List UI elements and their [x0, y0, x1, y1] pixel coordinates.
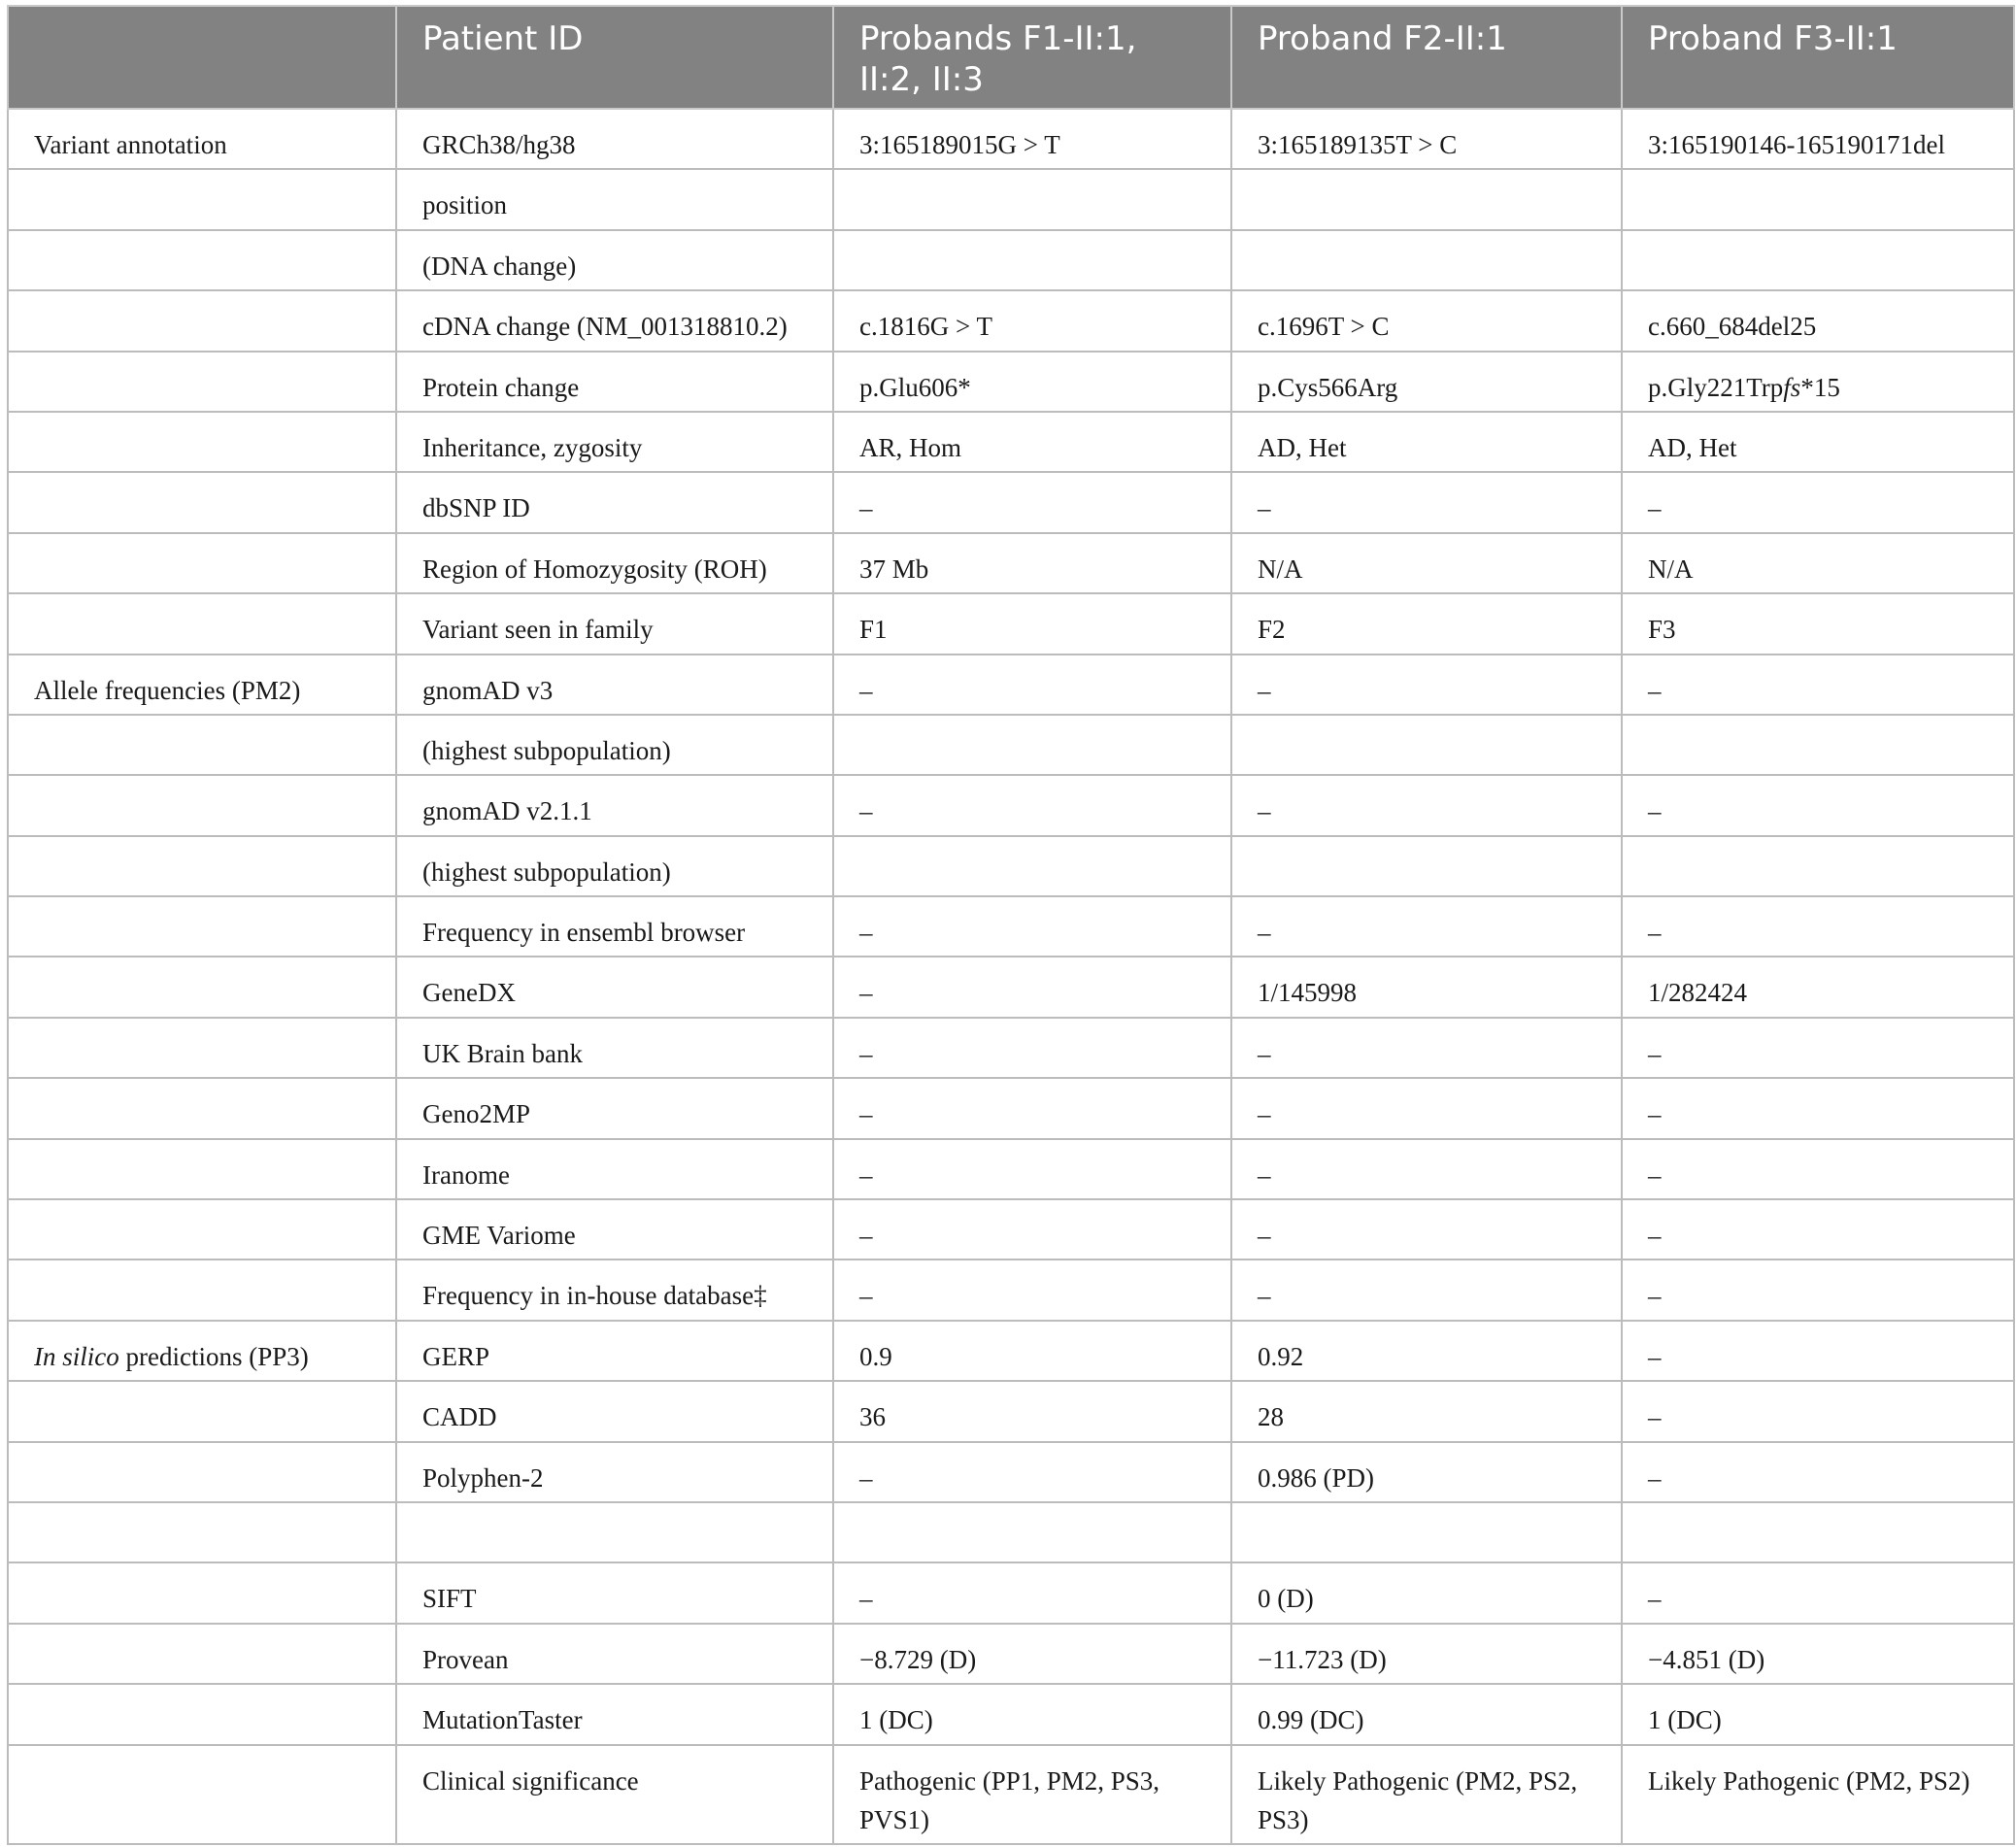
- f3-cell: –: [1622, 1018, 2014, 1078]
- f1-cell: –: [833, 1199, 1231, 1259]
- f2-cell: p.Cys566Arg: [1231, 352, 1622, 412]
- f1-cell: [833, 169, 1231, 229]
- table-row: [8, 290, 2014, 351]
- f1-cell: –: [833, 1078, 1231, 1138]
- label-cell: (highest subpopulation): [396, 715, 833, 775]
- label-cell: MutationTaster: [396, 1684, 833, 1744]
- f3-cell: –: [1622, 1139, 2014, 1199]
- f1-cell: p.Glu606*: [833, 352, 1231, 412]
- f2-cell: –: [1231, 775, 1622, 835]
- f3-cell: 1 (DC): [1622, 1684, 2014, 1744]
- table-body: [8, 109, 2014, 1844]
- f1-cell: 3:165189015G > T: [833, 109, 1231, 169]
- table-row: [8, 1259, 2014, 1320]
- f3-cell: –: [1622, 655, 2014, 715]
- section-cell: [8, 1502, 396, 1562]
- section-cell: [8, 1624, 396, 1684]
- f3-cell: [1622, 169, 2014, 229]
- table-row: [8, 715, 2014, 775]
- table-row: [8, 169, 2014, 229]
- section-cell: [8, 1381, 396, 1441]
- header-patient-id: Patient ID: [396, 6, 833, 109]
- section-cell: [8, 412, 396, 472]
- table-row: [8, 957, 2014, 1017]
- header-probands-f1-line2: II:2, II:3: [859, 60, 984, 99]
- f2-cell: c.1696T > C: [1231, 290, 1622, 351]
- label-cell: Provean: [396, 1624, 833, 1684]
- f2-significance-line2: PS3): [1258, 1804, 1309, 1834]
- section-cell: [8, 1078, 396, 1138]
- label-cell: UK Brain bank: [396, 1018, 833, 1078]
- table-row: [8, 593, 2014, 654]
- label-cell: (DNA change): [396, 230, 833, 290]
- f1-cell: c.1816G > T: [833, 290, 1231, 351]
- table-row: [8, 836, 2014, 896]
- section-cell: [8, 352, 396, 412]
- label-cell: Clinical significance: [396, 1745, 833, 1844]
- label-cell: gnomAD v3: [396, 655, 833, 715]
- section-cell: [8, 1321, 396, 1381]
- section-cell: [8, 1139, 396, 1199]
- section-cell: [8, 957, 396, 1017]
- section-cell: [8, 1684, 396, 1744]
- f3-cell: [1622, 352, 2014, 412]
- f2-cell: –: [1231, 896, 1622, 957]
- f3-cell: –: [1622, 1562, 2014, 1623]
- f3-cell: N/A: [1622, 533, 2014, 593]
- table-row: [8, 412, 2014, 472]
- f3-cell: –: [1622, 472, 2014, 532]
- label-cell: Inheritance, zygosity: [396, 412, 833, 472]
- f3-cell: 3:165190146-165190171del: [1622, 109, 2014, 169]
- f3-cell: –: [1622, 1381, 2014, 1441]
- label-cell: GRCh38/hg38: [396, 109, 833, 169]
- f2-cell: 28: [1231, 1381, 1622, 1441]
- f1-cell: 0.9: [833, 1321, 1231, 1381]
- section-cell: [8, 1442, 396, 1502]
- f3-cell: −4.851 (D): [1622, 1624, 2014, 1684]
- f2-cell: 0.986 (PD): [1231, 1442, 1622, 1502]
- f2-cell: –: [1231, 1078, 1622, 1138]
- label-cell: dbSNP ID: [396, 472, 833, 532]
- table-row: [8, 230, 2014, 290]
- f1-significance-line1: Pathogenic (PP1, PM2, PS3,: [859, 1765, 1160, 1796]
- f2-cell: –: [1231, 1199, 1622, 1259]
- f1-cell: [833, 1502, 1231, 1562]
- f3-protein-prefix: p.Gly221Trp: [1648, 372, 1784, 402]
- table-row: [8, 1442, 2014, 1502]
- table-row: [8, 1381, 2014, 1441]
- f1-cell: [833, 715, 1231, 775]
- f2-cell: 0.99 (DC): [1231, 1684, 1622, 1744]
- section-cell: [8, 533, 396, 593]
- section-predictions: predictions (PP3): [118, 1341, 309, 1371]
- f3-cell: –: [1622, 1442, 2014, 1502]
- f1-cell: 36: [833, 1381, 1231, 1441]
- table-row: [8, 1321, 2014, 1381]
- f1-cell: –: [833, 1562, 1231, 1623]
- f2-cell: –: [1231, 472, 1622, 532]
- section-cell: [8, 472, 396, 532]
- header-probands-f1: [833, 6, 1231, 109]
- table-row: [8, 1745, 2014, 1844]
- table-row: [8, 472, 2014, 532]
- f1-cell: [833, 1745, 1231, 1844]
- f1-cell: –: [833, 1259, 1231, 1320]
- section-cell: [8, 169, 396, 229]
- f2-cell: [1231, 169, 1622, 229]
- label-cell: position: [396, 169, 833, 229]
- label-cell: gnomAD v2.1.1: [396, 775, 833, 835]
- table-row: [8, 352, 2014, 412]
- f2-cell: [1231, 715, 1622, 775]
- f3-cell: –: [1622, 1078, 2014, 1138]
- label-cell: GERP: [396, 1321, 833, 1381]
- label-cell: Iranome: [396, 1139, 833, 1199]
- table-row: [8, 1199, 2014, 1259]
- f1-cell: [833, 836, 1231, 896]
- section-cell: Allele frequencies (PM2): [8, 655, 396, 715]
- table-header: [8, 6, 2014, 109]
- section-cell: [8, 1562, 396, 1623]
- label-cell: (highest subpopulation): [396, 836, 833, 896]
- label-cell: cDNA change (NM_001318810.2): [396, 290, 833, 351]
- f1-cell: –: [833, 775, 1231, 835]
- f2-cell: [1231, 1502, 1622, 1562]
- section-cell: Variant annotation: [8, 109, 396, 169]
- label-cell: Frequency in in-house database‡: [396, 1259, 833, 1320]
- table-row: [8, 1624, 2014, 1684]
- section-cell: [8, 1745, 396, 1844]
- header-proband-f3: Proband F3-II:1: [1622, 6, 2014, 109]
- f1-cell: –: [833, 1018, 1231, 1078]
- f1-cell: –: [833, 896, 1231, 957]
- f3-cell: –: [1622, 775, 2014, 835]
- section-cell: [8, 593, 396, 654]
- section-cell: [8, 896, 396, 957]
- table-row: [8, 533, 2014, 593]
- table-row: [8, 775, 2014, 835]
- f1-cell: –: [833, 1139, 1231, 1199]
- f2-cell: 0 (D): [1231, 1562, 1622, 1623]
- f2-cell: 1/145998: [1231, 957, 1622, 1017]
- label-cell: GeneDX: [396, 957, 833, 1017]
- table-row: [8, 1018, 2014, 1078]
- f2-cell: [1231, 230, 1622, 290]
- label-cell: [396, 1502, 833, 1562]
- label-cell: SIFT: [396, 1562, 833, 1623]
- table-row: [8, 655, 2014, 715]
- f3-cell: 1/282424: [1622, 957, 2014, 1017]
- f1-cell: −8.729 (D): [833, 1624, 1231, 1684]
- f3-cell: –: [1622, 1259, 2014, 1320]
- f3-cell: –: [1622, 896, 2014, 957]
- f1-cell: AR, Hom: [833, 412, 1231, 472]
- f3-cell: F3: [1622, 593, 2014, 654]
- section-cell: [8, 715, 396, 775]
- header-row: [8, 6, 2014, 109]
- section-cell: [8, 230, 396, 290]
- f2-cell: −11.723 (D): [1231, 1624, 1622, 1684]
- table-row: [8, 1139, 2014, 1199]
- f2-significance-line1: Likely Pathogenic (PM2, PS2,: [1258, 1765, 1578, 1796]
- label-cell: Polyphen-2: [396, 1442, 833, 1502]
- label-cell: Frequency in ensembl browser: [396, 896, 833, 957]
- section-cell: [8, 836, 396, 896]
- label-cell: Geno2MP: [396, 1078, 833, 1138]
- f3-cell: –: [1622, 1321, 2014, 1381]
- label-cell: Protein change: [396, 352, 833, 412]
- f1-cell: –: [833, 957, 1231, 1017]
- f3-cell: [1622, 836, 2014, 896]
- label-cell: Region of Homozygosity (ROH): [396, 533, 833, 593]
- header-section-cell: [8, 6, 396, 109]
- f3-protein-fs: fs: [1783, 372, 1801, 402]
- header-proband-f2: Proband F2-II:1: [1231, 6, 1622, 109]
- f2-cell: [1231, 836, 1622, 896]
- label-cell: Variant seen in family: [396, 593, 833, 654]
- f3-cell: –: [1622, 1199, 2014, 1259]
- f3-cell: [1622, 1502, 2014, 1562]
- table-row: [8, 1078, 2014, 1138]
- section-cell: [8, 1018, 396, 1078]
- f3-cell: AD, Het: [1622, 412, 2014, 472]
- f2-cell: 3:165189135T > C: [1231, 109, 1622, 169]
- f2-cell: F2: [1231, 593, 1622, 654]
- section-in-silico: In silico: [34, 1341, 119, 1371]
- label-cell: CADD: [396, 1381, 833, 1441]
- table-row: [8, 1684, 2014, 1744]
- f2-cell: –: [1231, 1018, 1622, 1078]
- f1-cell: 1 (DC): [833, 1684, 1231, 1744]
- label-cell: GME Variome: [396, 1199, 833, 1259]
- f3-cell: [1622, 715, 2014, 775]
- f2-cell: –: [1231, 655, 1622, 715]
- f3-protein-suffix: *15: [1800, 372, 1840, 402]
- f3-cell: c.660_684del25: [1622, 290, 2014, 351]
- f1-cell: [833, 230, 1231, 290]
- f1-cell: F1: [833, 593, 1231, 654]
- f2-cell: –: [1231, 1259, 1622, 1320]
- section-cell: [8, 1199, 396, 1259]
- table-row: [8, 1502, 2014, 1562]
- variant-table: [7, 5, 2015, 1845]
- f2-cell: AD, Het: [1231, 412, 1622, 472]
- f2-cell: –: [1231, 1139, 1622, 1199]
- f3-cell: [1622, 230, 2014, 290]
- section-cell: [8, 775, 396, 835]
- f2-cell: [1231, 1745, 1622, 1844]
- f1-cell: –: [833, 472, 1231, 532]
- f1-cell: –: [833, 655, 1231, 715]
- table-row: [8, 109, 2014, 169]
- f2-cell: 0.92: [1231, 1321, 1622, 1381]
- f1-significance-line2: PVS1): [859, 1804, 930, 1834]
- section-cell: [8, 1259, 396, 1320]
- section-cell: [8, 290, 396, 351]
- table-row: [8, 1562, 2014, 1623]
- table-row: [8, 896, 2014, 957]
- f1-cell: 37 Mb: [833, 533, 1231, 593]
- header-probands-f1-line1: Probands F1-II:1,: [859, 19, 1137, 58]
- f2-cell: N/A: [1231, 533, 1622, 593]
- f1-cell: –: [833, 1442, 1231, 1502]
- f3-cell: Likely Pathogenic (PM2, PS2): [1622, 1745, 2014, 1844]
